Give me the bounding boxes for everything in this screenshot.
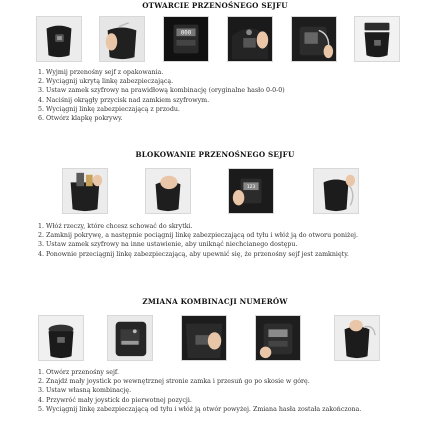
step-item: 4. Naciśnij okrągły przycisk nad zamkiem szyfrowym. (38, 96, 210, 104)
photo-linka-w-otworze (334, 315, 380, 361)
photo-wkladanie-rzeczy (62, 168, 108, 214)
step-item: 2. Znajdź mały joystick po wewnętrznej stronie zamka i przesuń go po skosie w górę. (38, 378, 310, 386)
steps-list-opening (38, 68, 408, 123)
step-item: 3. Ustaw zamek szyfrowy na prawidłową kombinację (oryginalne hasło 0-0-0) (38, 87, 285, 95)
steps-list-locking (38, 222, 408, 259)
step-item: 4. Przywróć mały joystick do pierwotnej pozycji. (38, 396, 192, 404)
step-item: 1. Otwórz przenośny sejf. (38, 369, 120, 376)
step-item: 3. Ustaw własną kombinację. (38, 387, 132, 395)
photo-linka-zabezpieczajaca (99, 16, 145, 62)
photo-przycisk-nad-zamkiem (227, 16, 273, 62)
svg-text:000: 000 (180, 30, 192, 37)
photo-sejf-otwarty (38, 315, 84, 361)
step-item: 2. Zamknij pokrywę, a następnie pociągnij linkę zabezpieczającą od tyłu i włóż ją do otworu poniżej. (38, 232, 359, 240)
photo-sejf-zamkniety-z-linka (313, 168, 359, 214)
photo-ustawianie-kombinacji (255, 315, 301, 361)
photo-klapka-otwarta (354, 16, 400, 62)
svg-text:123: 123 (246, 185, 256, 191)
photo-sejf-zamkniety (36, 16, 82, 62)
step-item: 1. Wyjmij przenośny sejf z opakowania. (38, 69, 164, 76)
step-item: 1. Włóż rzeczy, które chcesz schować do skrytki. (38, 223, 193, 230)
photo-ustawianie-zamka (228, 168, 274, 214)
photo-joystick-wewnatrz-2 (181, 315, 227, 361)
step-item: 5. Wyciągnij linkę zabezpieczającą z przodu. (38, 105, 180, 113)
photo-zamek-szyfrowy (163, 16, 209, 62)
section-title-changing-combination: ZMIANA KOMBINACJI NUMERÓW (142, 297, 288, 306)
steps-list-changing-combination (38, 368, 408, 414)
photo-joystick-wewnatrz-1 (107, 315, 153, 361)
step-item: 4. Ponownie przeciągnij linkę zabezpieczającą, aby upewnić się, że przenośny sejf jest zamknięty. (38, 250, 349, 258)
step-item: 6. Otwórz klapkę pokrywy. (38, 115, 123, 123)
section-title-opening: OTWARCIE PRZENOŚNEGO SEJFU (142, 1, 288, 10)
photo-zamykanie-pokrywy (145, 168, 191, 214)
photo-linka-wyciagnieta (291, 16, 337, 62)
step-item: 2. Wyciągnij ukrytą linkę zabezpieczającą. (38, 78, 174, 86)
step-item: 3. Ustaw zamek szyfrowy na inne ustawienie, aby uniknąć niechcianego dostępu. (38, 241, 298, 249)
section-title-locking: BLOKOWANIE PRZENOŚNEGO SEJFU (135, 150, 295, 159)
step-item: 5. Wyciągnij linkę zabezpieczającą od tyłu i włóż ją otwór powyżej. Zmiana hasła została zakończona. (38, 405, 362, 413)
